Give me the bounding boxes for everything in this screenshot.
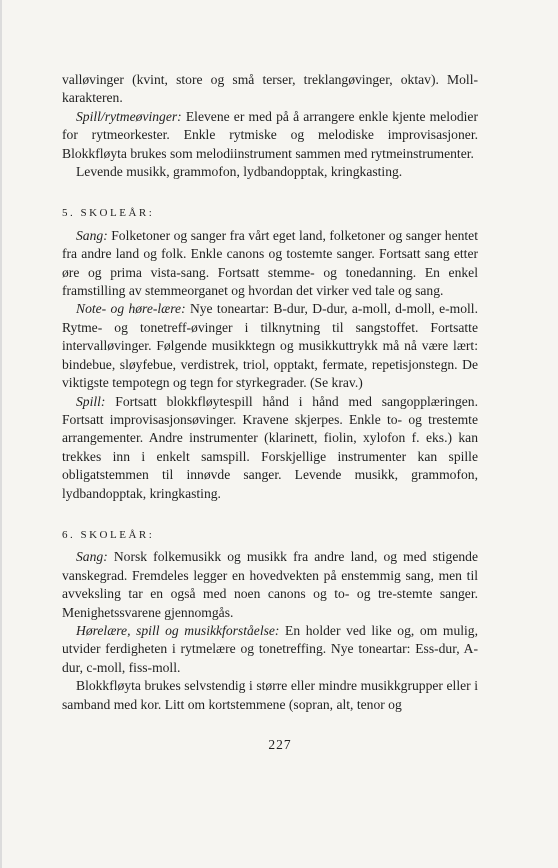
paragraph-text: Blokkfløyta brukes selvstendig i større eller mindre musikkgrupper eller i samband med kor. Litt om kortstemmene (sopran, alt, tenor og xyxy=(62,678,478,712)
paragraph xyxy=(62,163,478,181)
paragraph-lead: Sang: xyxy=(76,549,108,565)
paragraph-text: valløvinger (kvint, store og små terser, treklangøvinger, oktav). Moll-karakteren. xyxy=(62,72,478,106)
paragraph-text: Folketoner og sanger fra vårt eget land, folketoner og sanger hentet fra andre land og folk. Enkle canons og tostemte sanger. Fortsatt sang etter øre og prima vista-sang. Fortsatt stemme- og tonedanning. En enkel framstilling av stemmeorganet og hvordan det virker ved tale og sang. xyxy=(62,227,478,299)
paragraph xyxy=(62,548,478,622)
paragraph-text: Nye toneartar: B-dur, D-dur, a-moll, d-moll, e-moll. Rytme- og tonetreff-øvinger i tilknytning til sangstoffet. Fortsatte intervalløvinger. Følgende musikktegn og musikkuttrykk må nå være lært: bindebue, sløyfebue, verdistrek, triol, opptakt, fermate, repetisjonstegn. De viktigste tempotegn og tegn for styrkegrader. (Se krav.) xyxy=(62,301,478,391)
paragraph-lead: Sang: xyxy=(76,227,108,243)
paragraph-text: Levende musikk, grammofon, lydbandopptak, kringkasting. xyxy=(76,164,403,180)
paragraph xyxy=(62,227,478,301)
paragraph-text: Norsk folkemusikk og musikk fra andre land, og med stigende vanskegrad. Fremdeles legger en hovedvekten på enstemmig sang, men til avveksling tar en også med noen canons og to- og tre-stemte sanger. Menighetssvarene gjennomgås. xyxy=(62,549,478,620)
paragraph-text: En holder ved like og, om mulig, utvider ferdigheten i rytmelære og tonetreffing. Nye toneartar: Ess-dur, A-dur, c-moll, fiss-moll. xyxy=(62,622,478,675)
page-number: 227 xyxy=(268,737,292,752)
paragraph xyxy=(62,108,478,163)
section-heading-5: 5. SKOLEÅR: xyxy=(62,207,155,220)
paragraph-text: Elevene er med på å arrangere enkle kjente melodier for rytmeorkester. Enkle rytmiske og melodiske improvisasjoner. Blokkfløyta brukes som melodiinstrument sammen med rytmeinstrumenter. xyxy=(62,108,478,161)
paragraph xyxy=(62,300,478,392)
paragraph xyxy=(62,622,478,677)
page-text xyxy=(62,71,478,714)
paragraph xyxy=(62,393,478,503)
paragraph-lead: Hørelære, spill og musikkforståelse: xyxy=(76,622,280,638)
paragraph-text: Fortsatt blokkfløytespill hånd i hånd med sangopplæringen. Fortsatt improvisasjonsøvinger. Kravene skjerpes. Enkle to- og trestemte arrangementer. Andre instrumenter (klarinett, fiolin, xylofon f. eks.) kan trekkes inn i enkelt samspill. Forskjellige instrumenter kan spille obligatstemmen til innøvde sanger. Levende musikk, grammofon, lydbandopptak, kringkasting. xyxy=(62,393,478,501)
paragraph-lead: Spill: xyxy=(76,393,106,409)
paragraph xyxy=(62,71,478,108)
paragraph-lead: Spill/rytmeøvinger: xyxy=(76,108,182,124)
paragraph xyxy=(62,677,478,714)
paragraph-lead: Note- og høre-lære: xyxy=(76,301,186,317)
section-heading-6: 6. SKOLEÅR: xyxy=(62,528,155,541)
